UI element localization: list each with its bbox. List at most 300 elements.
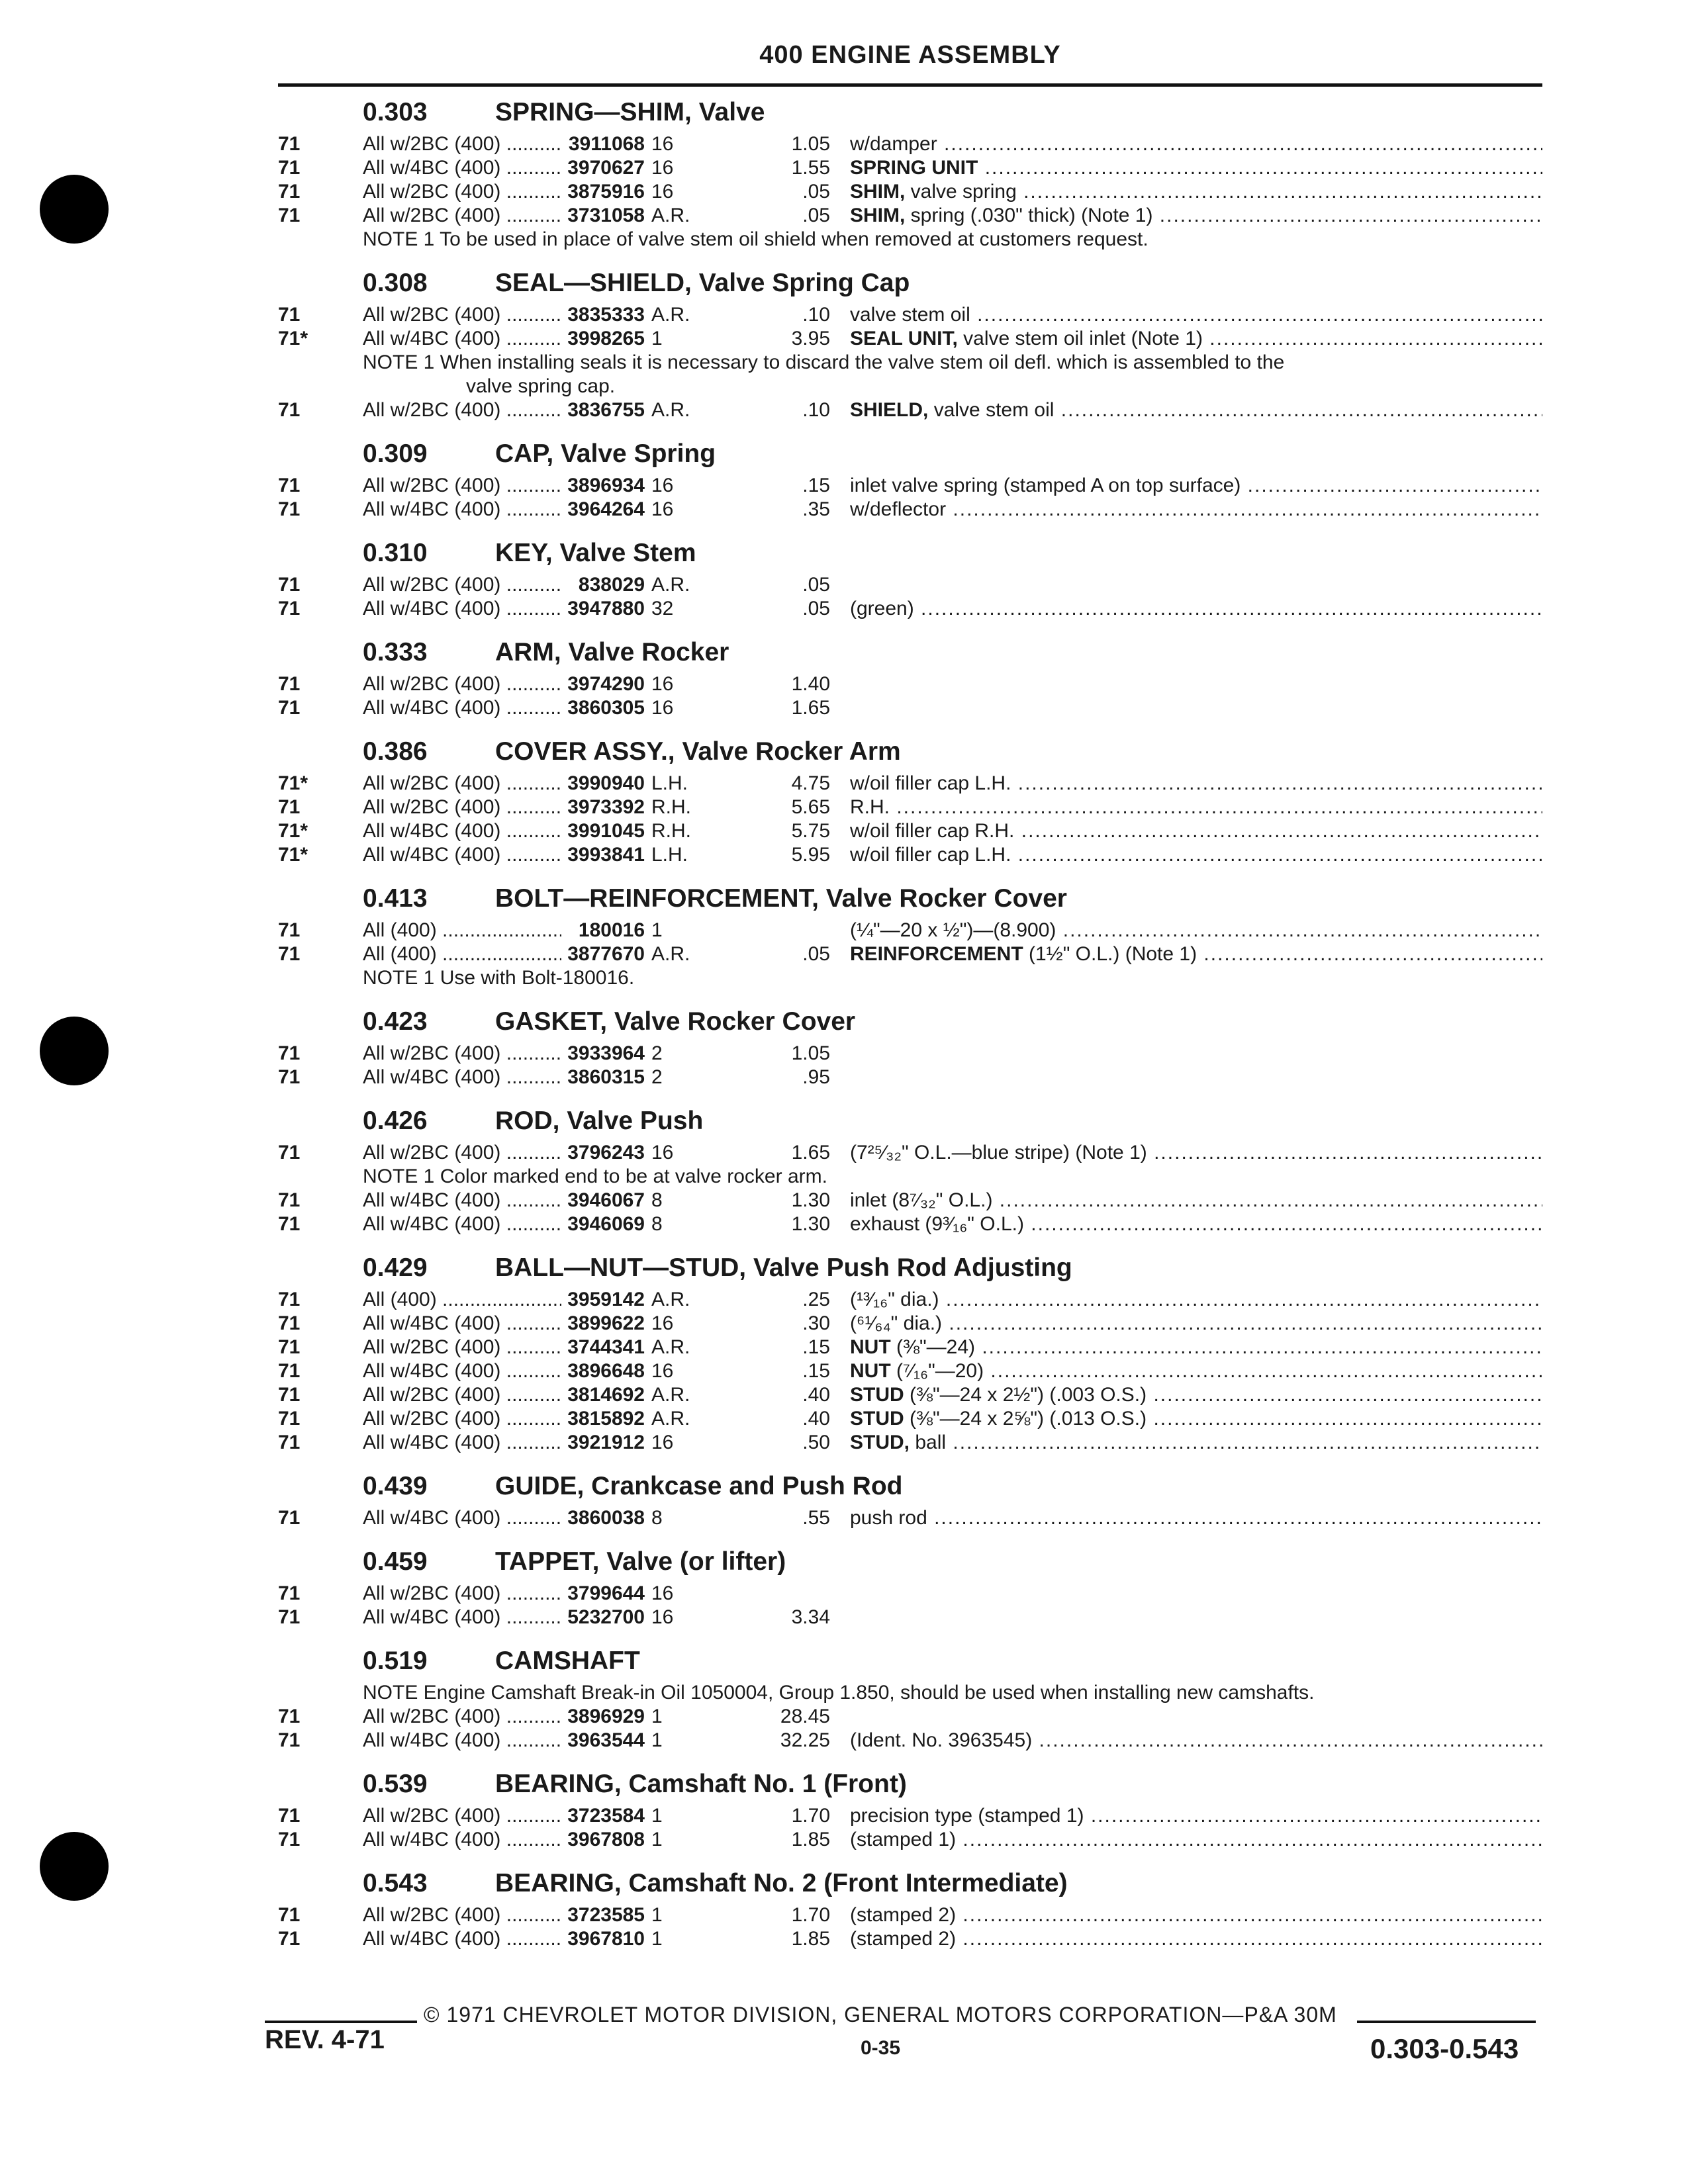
part-row xyxy=(278,772,1542,796)
part-number: 3964264 xyxy=(567,498,645,520)
binder-hole-bottom xyxy=(40,1832,109,1901)
description xyxy=(830,919,1542,942)
part-number: 3970627 xyxy=(567,157,645,179)
description xyxy=(830,398,1542,422)
quantity: 1 xyxy=(651,1904,663,1926)
part-row xyxy=(278,1066,1542,1089)
part-row xyxy=(278,1903,1542,1927)
application: All w/4BC (400) ..... xyxy=(363,1312,561,1336)
description-text: push rod xyxy=(850,1507,927,1529)
quantity: 8 xyxy=(651,1189,663,1211)
part-number: 3967810 xyxy=(567,1928,645,1950)
description-bold: STUD xyxy=(850,1384,904,1406)
model-year: 71 xyxy=(278,205,301,226)
footer-revision: REV. 4-71 xyxy=(265,2025,385,2054)
description xyxy=(830,1141,1542,1165)
quantity: L.H. xyxy=(651,844,688,866)
description xyxy=(830,1804,1542,1828)
application: All w/4BC (400) ..... xyxy=(363,1828,561,1852)
description-bold: STUD, xyxy=(850,1432,910,1453)
group-note: NOTE Engine Camshaft Break-in Oil 1050004, Group 1.850, should be used when installing new camshafts. xyxy=(363,1682,1315,1704)
part-number: 3991045 xyxy=(567,820,645,842)
model-year: 71 xyxy=(278,1408,301,1430)
description xyxy=(830,942,1542,966)
quantity: 1 xyxy=(651,1928,663,1950)
description-text: (⅜"—24) xyxy=(890,1336,976,1358)
group-number: 0.543 xyxy=(363,1869,428,1897)
price: 1.65 xyxy=(791,697,830,719)
description xyxy=(830,327,1542,351)
part-number: 3860315 xyxy=(567,1066,645,1088)
quantity: A.R. xyxy=(651,304,690,326)
part-group xyxy=(278,1764,1542,1852)
group-title: BEARING, Camshaft No. 2 (Front Intermediate) xyxy=(495,1869,1068,1897)
group-number: 0.426 xyxy=(363,1107,428,1135)
application: All w/2BC (400) ..... xyxy=(363,132,561,156)
description-text: (stamped 1) xyxy=(850,1829,957,1850)
price: .55 xyxy=(802,1507,830,1529)
part-group xyxy=(278,93,1542,251)
description xyxy=(830,180,1542,204)
application: All w/2BC (400) ..... xyxy=(363,1804,561,1828)
description-text: (Ident. No. 3963545) xyxy=(850,1729,1033,1751)
model-year: 71 xyxy=(278,1928,301,1950)
group-title: SPRING—SHIM, Valve xyxy=(495,98,765,126)
part-number: 3896934 xyxy=(567,475,645,496)
model-year: 71 xyxy=(278,1706,301,1727)
description xyxy=(830,303,1542,327)
application: All w/4BC (400) ..... xyxy=(363,498,561,522)
group-note: NOTE 1 Color marked end to be at valve rocker arm. xyxy=(363,1165,827,1187)
model-year: 71 xyxy=(278,1142,301,1163)
quantity: A.R. xyxy=(651,1289,690,1310)
description xyxy=(830,204,1542,228)
description-bold: NUT xyxy=(850,1360,891,1382)
description-bold: SPRING UNIT xyxy=(850,157,978,179)
group-number: 0.429 xyxy=(363,1253,428,1282)
description xyxy=(830,1407,1542,1431)
model-year: 71 xyxy=(278,1606,301,1628)
group-number: 0.308 xyxy=(363,269,428,297)
description-text: (⅜"—24 x 2⅝") (.013 O.S.) xyxy=(904,1408,1147,1430)
part-group xyxy=(278,434,1542,522)
part-group xyxy=(278,633,1542,720)
model-year: 71 xyxy=(278,181,301,203)
application: All w/2BC (400) ..... xyxy=(363,204,561,228)
footer-page-number: 0-35 xyxy=(861,2037,901,2059)
group-title: ROD, Valve Push xyxy=(495,1107,704,1135)
model-year: 71 xyxy=(278,1432,301,1453)
part-number: 3998265 xyxy=(567,328,645,349)
group-note: NOTE 1 Use with Bolt-180016. xyxy=(363,967,635,989)
model-year: 71 xyxy=(278,796,301,818)
part-group xyxy=(278,732,1542,867)
part-row xyxy=(278,796,1542,819)
model-year: 71 xyxy=(278,498,301,520)
description xyxy=(830,1903,1542,1927)
quantity: R.H. xyxy=(651,796,691,818)
group-heading xyxy=(278,263,1542,303)
price: 1.70 xyxy=(791,1805,830,1827)
model-year: 71* xyxy=(278,328,308,349)
model-year: 71 xyxy=(278,304,301,326)
description-text: (⁶¹⁄₆₄" dia.) xyxy=(850,1312,943,1334)
description xyxy=(830,132,1542,156)
page-title: 400 ENGINE ASSEMBLY xyxy=(759,41,1061,69)
application: All (400) ..... xyxy=(363,1288,561,1312)
quantity: L.H. xyxy=(651,772,688,794)
price: 1.55 xyxy=(791,157,830,179)
description-text: w/oil filler cap L.H. xyxy=(850,844,1011,866)
description-text: valve stem oil inlet (Note 1) xyxy=(957,328,1203,349)
price: 5.75 xyxy=(791,820,830,842)
group-number: 0.413 xyxy=(363,884,428,913)
model-year: 71 xyxy=(278,598,301,619)
footer-rule-right xyxy=(1357,2021,1536,2023)
model-year: 71 xyxy=(278,1312,301,1334)
description-bold: SEAL UNIT, xyxy=(850,328,958,349)
description xyxy=(830,156,1542,180)
part-number: 3836755 xyxy=(567,399,645,421)
binder-hole-top xyxy=(40,175,109,244)
application: All w/4BC (400) ..... xyxy=(363,819,561,843)
application: All w/4BC (400) ..... xyxy=(363,1506,561,1530)
model-year: 71 xyxy=(278,943,301,965)
group-number: 0.459 xyxy=(363,1547,428,1576)
model-year: 71 xyxy=(278,574,301,596)
price: 3.34 xyxy=(791,1606,830,1628)
group-heading xyxy=(278,1467,1542,1506)
application: All w/2BC (400) ..... xyxy=(363,1042,561,1066)
description xyxy=(830,843,1542,867)
description-text: (¹³⁄₁₆" dia.) xyxy=(850,1289,939,1310)
description xyxy=(830,1312,1542,1336)
group-number: 0.539 xyxy=(363,1770,428,1798)
application: All w/2BC (400) ..... xyxy=(363,1582,561,1606)
part-row xyxy=(278,573,1542,597)
description xyxy=(830,597,1542,621)
quantity: 1 xyxy=(651,1805,663,1827)
price: .15 xyxy=(802,475,830,496)
part-number: 3959142 xyxy=(567,1289,645,1310)
description xyxy=(830,772,1542,796)
part-row xyxy=(278,1189,1542,1212)
description-text: (1½" O.L.) (Note 1) xyxy=(1023,943,1197,965)
part-row xyxy=(278,156,1542,180)
description-text: exhaust (9³⁄₁₆" O.L.) xyxy=(850,1213,1024,1235)
description-bold: REINFORCEMENT xyxy=(850,943,1023,965)
part-number: 3896648 xyxy=(567,1360,645,1382)
part-row xyxy=(278,1141,1542,1165)
header-rule xyxy=(278,83,1542,87)
part-row xyxy=(278,1359,1542,1383)
price: .15 xyxy=(802,1336,830,1358)
part-row xyxy=(278,180,1542,204)
price: .30 xyxy=(802,1312,830,1334)
price: .10 xyxy=(802,304,830,326)
part-row xyxy=(278,1288,1542,1312)
part-number: 3946069 xyxy=(567,1213,645,1235)
application: All w/2BC (400) ..... xyxy=(363,474,561,498)
price: .50 xyxy=(802,1432,830,1453)
description-text: valve spring xyxy=(905,181,1017,203)
part-group xyxy=(278,1542,1542,1629)
model-year: 71 xyxy=(278,399,301,421)
description-bold: SHIM, xyxy=(850,205,906,226)
part-group xyxy=(278,1002,1542,1089)
description-text: w/damper xyxy=(850,133,937,155)
quantity: 16 xyxy=(651,133,674,155)
part-number: 3946067 xyxy=(567,1189,645,1211)
part-number: 3860038 xyxy=(567,1507,645,1529)
price: 5.95 xyxy=(791,844,830,866)
part-row xyxy=(278,327,1542,351)
price: .40 xyxy=(802,1384,830,1406)
price: 1.05 xyxy=(791,1042,830,1064)
group-number: 0.310 xyxy=(363,539,428,567)
group-title: CAMSHAFT xyxy=(495,1647,640,1675)
model-year: 71 xyxy=(278,1066,301,1088)
application: All w/4BC (400) ..... xyxy=(363,1729,561,1752)
part-number: 3899622 xyxy=(567,1312,645,1334)
description xyxy=(830,1383,1542,1407)
footer-copyright: © 1971 CHEVROLET MOTOR DIVISION, GENERAL MOTORS CORPORATION—P&A 30M xyxy=(424,2003,1337,2026)
part-number: 5232700 xyxy=(567,1606,645,1628)
quantity: 16 xyxy=(651,1142,674,1163)
part-number: 3875916 xyxy=(567,181,645,203)
price: 1.30 xyxy=(791,1213,830,1235)
description xyxy=(830,1288,1542,1312)
description xyxy=(830,1828,1542,1852)
part-row xyxy=(278,1582,1542,1606)
application: All w/2BC (400) ..... xyxy=(363,772,561,796)
description xyxy=(830,819,1542,843)
description xyxy=(830,474,1542,498)
quantity: 8 xyxy=(651,1507,663,1529)
application: All w/2BC (400) ..... xyxy=(363,180,561,204)
model-year: 71 xyxy=(278,673,301,695)
quantity: 16 xyxy=(651,1312,674,1334)
quantity: R.H. xyxy=(651,820,691,842)
description-text: (¼"—20 x ½")—(8.900) xyxy=(850,919,1056,941)
price: 1.85 xyxy=(791,1928,830,1950)
price: 1.70 xyxy=(791,1904,830,1926)
part-row xyxy=(278,1729,1542,1752)
model-year: 71 xyxy=(278,1582,301,1604)
part-row xyxy=(278,597,1542,621)
part-row xyxy=(278,1927,1542,1951)
part-number: 3731058 xyxy=(567,205,645,226)
application: All (400) ..... xyxy=(363,919,561,942)
description-text: (⅜"—24 x 2½") (.003 O.S.) xyxy=(904,1384,1147,1406)
description-text: valve stem oil xyxy=(850,304,970,326)
quantity: 2 xyxy=(651,1042,663,1064)
quantity: A.R. xyxy=(651,399,690,421)
description-bold: SHIELD, xyxy=(850,399,929,421)
part-number: 3799644 xyxy=(567,1582,645,1604)
part-row xyxy=(278,474,1542,498)
quantity: A.R. xyxy=(651,1336,690,1358)
model-year: 71 xyxy=(278,1805,301,1827)
description-text: (stamped 2) xyxy=(850,1904,957,1926)
application: All w/4BC (400) ..... xyxy=(363,843,561,867)
part-row xyxy=(278,1828,1542,1852)
quantity: 1 xyxy=(651,919,663,941)
price: 1.30 xyxy=(791,1189,830,1211)
part-row xyxy=(278,1312,1542,1336)
description-text: (stamped 2) xyxy=(850,1928,957,1950)
part-number: 3814692 xyxy=(567,1384,645,1406)
footer-rule-left xyxy=(265,2021,417,2023)
application: All w/2BC (400) ..... xyxy=(363,1705,561,1729)
description-text: ball xyxy=(910,1432,947,1453)
application: All w/4BC (400) ..... xyxy=(363,1606,561,1629)
part-row xyxy=(278,1383,1542,1407)
part-row xyxy=(278,1336,1542,1359)
part-row xyxy=(278,498,1542,522)
price: .05 xyxy=(802,181,830,203)
part-group xyxy=(278,879,1542,990)
application: All w/4BC (400) ..... xyxy=(363,156,561,180)
model-year: 71 xyxy=(278,1829,301,1850)
part-number: 3744341 xyxy=(567,1336,645,1358)
price: 28.45 xyxy=(780,1706,830,1727)
group-heading xyxy=(278,1864,1542,1903)
part-number: 3933964 xyxy=(567,1042,645,1064)
quantity: 16 xyxy=(651,157,674,179)
part-row xyxy=(278,398,1542,422)
quantity: 16 xyxy=(651,475,674,496)
quantity: 1 xyxy=(651,1829,663,1850)
price: .15 xyxy=(802,1360,830,1382)
price: 5.65 xyxy=(791,796,830,818)
description xyxy=(830,1927,1542,1951)
description xyxy=(830,1729,1542,1752)
binder-hole-middle xyxy=(40,1017,109,1085)
part-number: 838029 xyxy=(578,574,645,596)
description xyxy=(830,1431,1542,1455)
description-text: R.H. xyxy=(850,796,890,818)
price: .05 xyxy=(802,943,830,965)
quantity: 16 xyxy=(651,181,674,203)
price: .40 xyxy=(802,1408,830,1430)
price: 1.40 xyxy=(791,673,830,695)
part-group xyxy=(278,1864,1542,1951)
part-row xyxy=(278,672,1542,696)
application: All w/4BC (400) ..... xyxy=(363,1431,561,1455)
part-row xyxy=(278,1212,1542,1236)
group-number: 0.309 xyxy=(363,439,428,468)
part-row xyxy=(278,1705,1542,1729)
group-heading xyxy=(278,1542,1542,1582)
quantity: 16 xyxy=(651,1360,674,1382)
part-row xyxy=(278,1804,1542,1828)
group-heading xyxy=(278,533,1542,573)
group-heading xyxy=(278,1002,1542,1042)
group-title: GUIDE, Crankcase and Push Rod xyxy=(495,1472,903,1500)
application: All w/4BC (400) ..... xyxy=(363,696,561,720)
model-year: 71 xyxy=(278,919,301,941)
quantity: 16 xyxy=(651,1582,674,1604)
part-number: 3911068 xyxy=(568,133,645,155)
description xyxy=(830,1212,1542,1236)
part-group xyxy=(278,1467,1542,1530)
part-group xyxy=(278,263,1542,422)
group-number: 0.423 xyxy=(363,1007,428,1036)
part-row xyxy=(278,132,1542,156)
application: All w/2BC (400) ..... xyxy=(363,1407,561,1431)
application: All w/2BC (400) ..... xyxy=(363,796,561,819)
description xyxy=(830,1189,1542,1212)
part-number: 3921912 xyxy=(567,1432,645,1453)
model-year: 71 xyxy=(278,1360,301,1382)
price: .35 xyxy=(802,498,830,520)
description-text: precision type (stamped 1) xyxy=(850,1805,1084,1827)
quantity: 16 xyxy=(651,697,674,719)
parts-listing xyxy=(278,93,1542,1963)
quantity: 16 xyxy=(651,673,674,695)
application: All w/4BC (400) ..... xyxy=(363,597,561,621)
description xyxy=(830,1336,1542,1359)
part-number: 3723584 xyxy=(567,1805,645,1827)
model-year: 71 xyxy=(278,1213,301,1235)
group-heading xyxy=(278,732,1542,772)
application: All w/2BC (400) ..... xyxy=(363,1383,561,1407)
group-title: COVER ASSY., Valve Rocker Arm xyxy=(495,737,901,766)
description-text: w/oil filler cap L.H. xyxy=(850,772,1011,794)
quantity: A.R. xyxy=(651,205,690,226)
quantity: 8 xyxy=(651,1213,663,1235)
quantity: A.R. xyxy=(651,1408,690,1430)
group-title: BEARING, Camshaft No. 1 (Front) xyxy=(495,1770,907,1798)
group-title: GASKET, Valve Rocker Cover xyxy=(495,1007,856,1036)
group-title: KEY, Valve Stem xyxy=(495,539,696,567)
part-number: 3835333 xyxy=(567,304,645,326)
part-row xyxy=(278,919,1542,942)
description xyxy=(830,1506,1542,1530)
description-bold: NUT xyxy=(850,1336,891,1358)
quantity: 1 xyxy=(651,1729,663,1751)
model-year: 71* xyxy=(278,820,308,842)
application: All w/4BC (400) ..... xyxy=(363,1927,561,1951)
part-number: 3990940 xyxy=(567,772,645,794)
group-title: TAPPET, Valve (or lifter) xyxy=(495,1547,786,1576)
group-number: 0.303 xyxy=(363,98,428,126)
description-text: inlet valve spring (stamped A on top surface) xyxy=(850,475,1241,496)
price: .05 xyxy=(802,598,830,619)
part-row xyxy=(278,1042,1542,1066)
price: 1.85 xyxy=(791,1829,830,1850)
description-bold: STUD xyxy=(850,1408,904,1430)
description-text: w/oil filler cap R.H. xyxy=(850,820,1015,842)
group-number: 0.386 xyxy=(363,737,428,766)
quantity: A.R. xyxy=(651,574,690,596)
model-year: 71 xyxy=(278,1336,301,1358)
model-year: 71 xyxy=(278,157,301,179)
model-year: 71 xyxy=(278,1042,301,1064)
quantity: 16 xyxy=(651,1432,674,1453)
part-number: 3896929 xyxy=(567,1706,645,1727)
group-heading xyxy=(278,1764,1542,1804)
part-row xyxy=(278,1407,1542,1431)
group-heading xyxy=(278,434,1542,474)
application: All w/2BC (400) ..... xyxy=(363,672,561,696)
description-text: w/deflector xyxy=(850,498,947,520)
application: All w/2BC (400) ..... xyxy=(363,1141,561,1165)
part-row xyxy=(278,1431,1542,1455)
group-title: BALL—NUT—STUD, Valve Push Rod Adjusting xyxy=(495,1253,1072,1282)
price: .95 xyxy=(802,1066,830,1088)
